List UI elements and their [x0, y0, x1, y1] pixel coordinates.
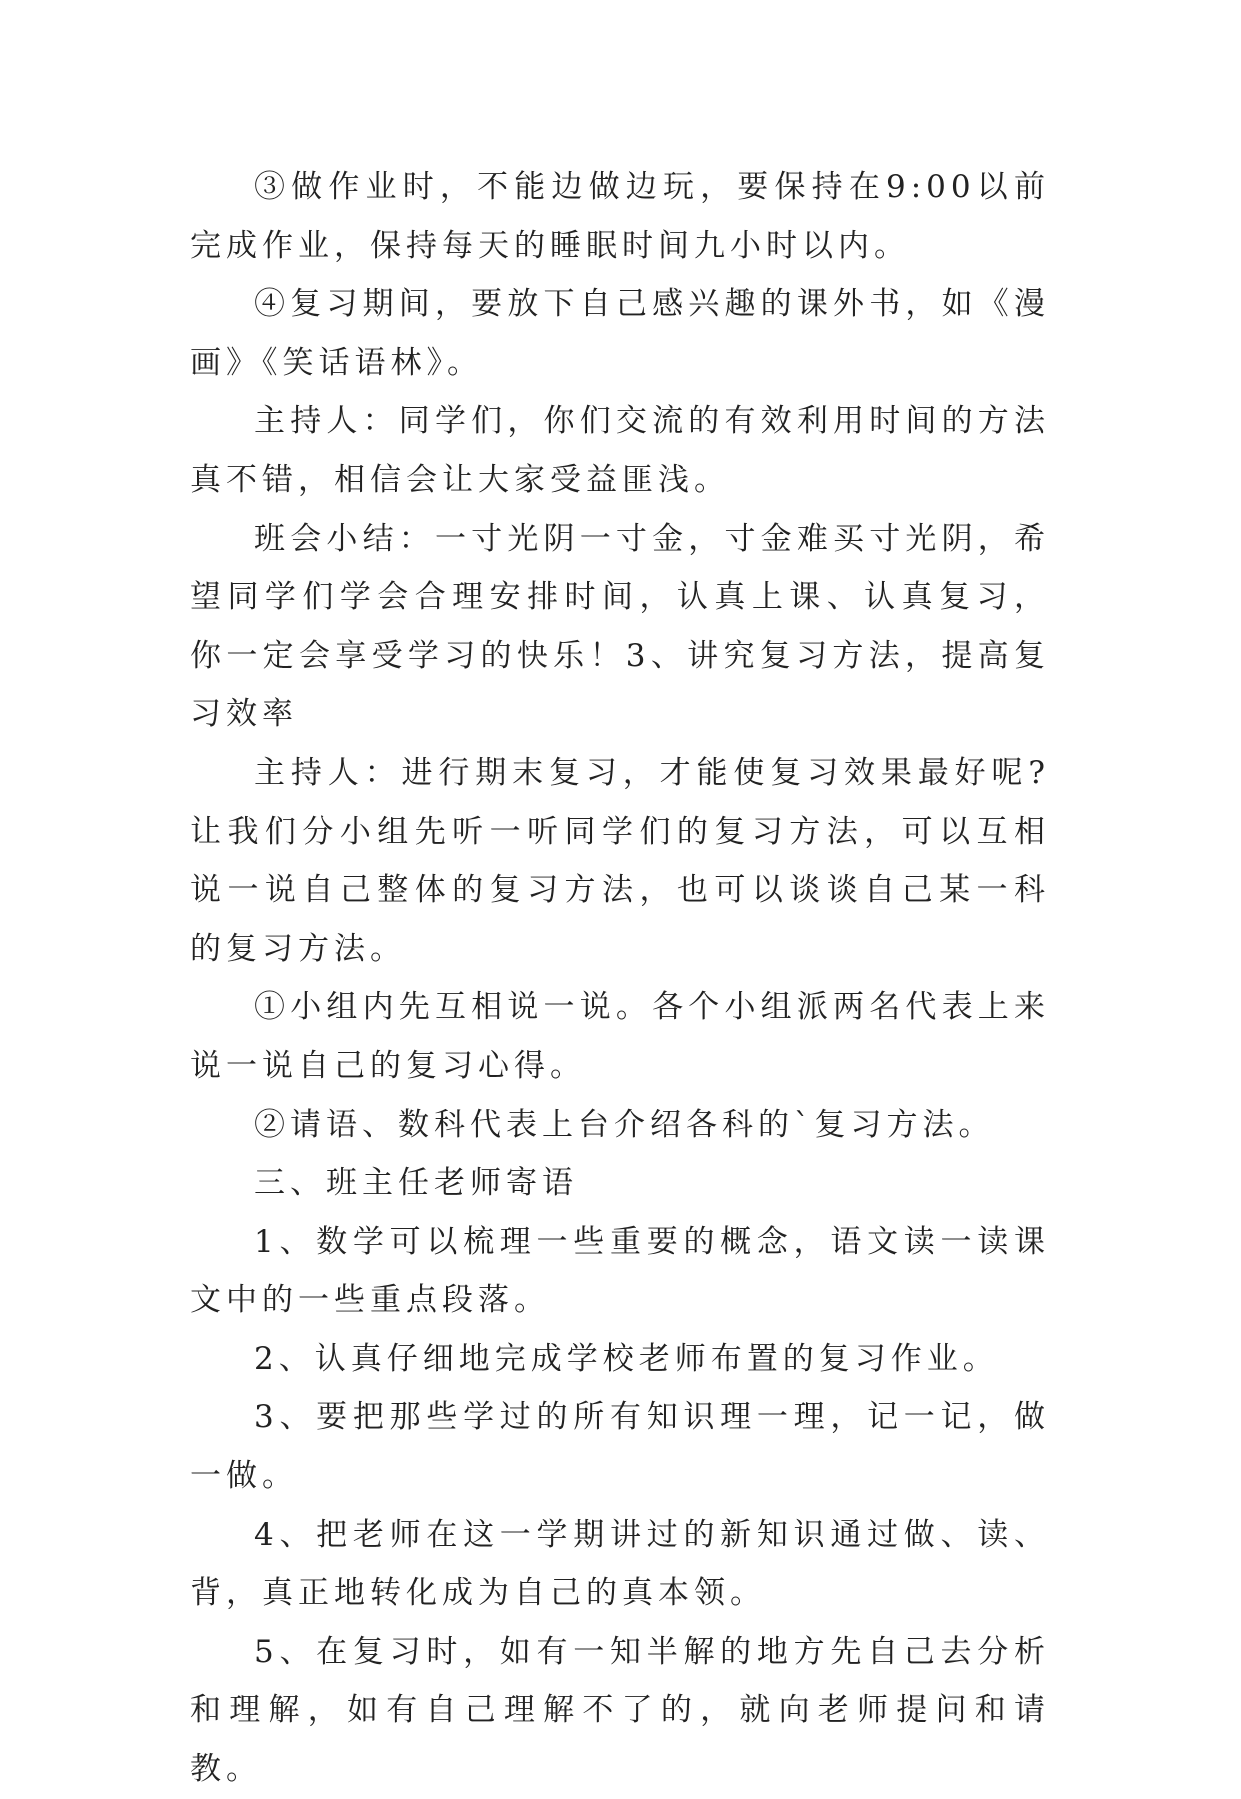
- list-item-3: 3、要把那些学过的所有知识理一理，记一记，做一做。: [190, 1399, 1050, 1495]
- paragraph-host-question: 主持人：进行期末复习，才能使复习效果最好呢?让我们分小组先听一听同学们的复习方法，可以互相说一说自己整体的复习方法，也可以谈谈自己某一科的复习方法。: [190, 754, 1050, 967]
- paragraph-group-discussion: ①小组内先互相说一说。各个小组派两名代表上来说一说自己的复习心得。: [190, 989, 1050, 1084]
- document-body: [190, 158, 1050, 1799]
- list-item-5: 5、在复习时，如有一知半解的地方先自己去分析和理解，如有自己理解不了的，就向老师提问和请教。: [190, 1633, 1050, 1788]
- paragraph-representatives: ②请语、数科代表上台介绍各科的`复习方法。: [254, 1106, 995, 1143]
- paragraph-homework-rule: ③做作业时，不能边做边玩，要保持在9:00以前完成作业，保持每天的睡眠时间九小时以内。: [190, 169, 1050, 264]
- paragraph-meeting-summary: 班会小结：一寸光阴一寸金，寸金难买寸光阴，希望同学们学会合理安排时间，认真上课、认真复习，你一定会享受学习的快乐！3、讲究复习方法，提高复习效率: [190, 520, 1050, 733]
- paragraph-reading-rule: ④复习期间，要放下自己感兴趣的课外书，如《漫画》《笑话语林》。: [190, 286, 1050, 381]
- section-heading-teacher-message: 三、班主任老师寄语: [254, 1165, 578, 1202]
- list-item-1: 1、数学可以梳理一些重要的概念，语文读一读课文中的一些重点段落。: [190, 1223, 1050, 1319]
- list-item-2: 2、认真仔细地完成学校老师布置的复习作业。: [254, 1340, 999, 1377]
- paragraph-host-comment: 主持人：同学们，你们交流的有效利用时间的方法真不错，相信会让大家受益匪浅。: [190, 403, 1050, 498]
- list-item-4: 4、把老师在这一学期讲过的新知识通过做、读、背，真正地转化成为自己的真本领。: [190, 1516, 1050, 1612]
